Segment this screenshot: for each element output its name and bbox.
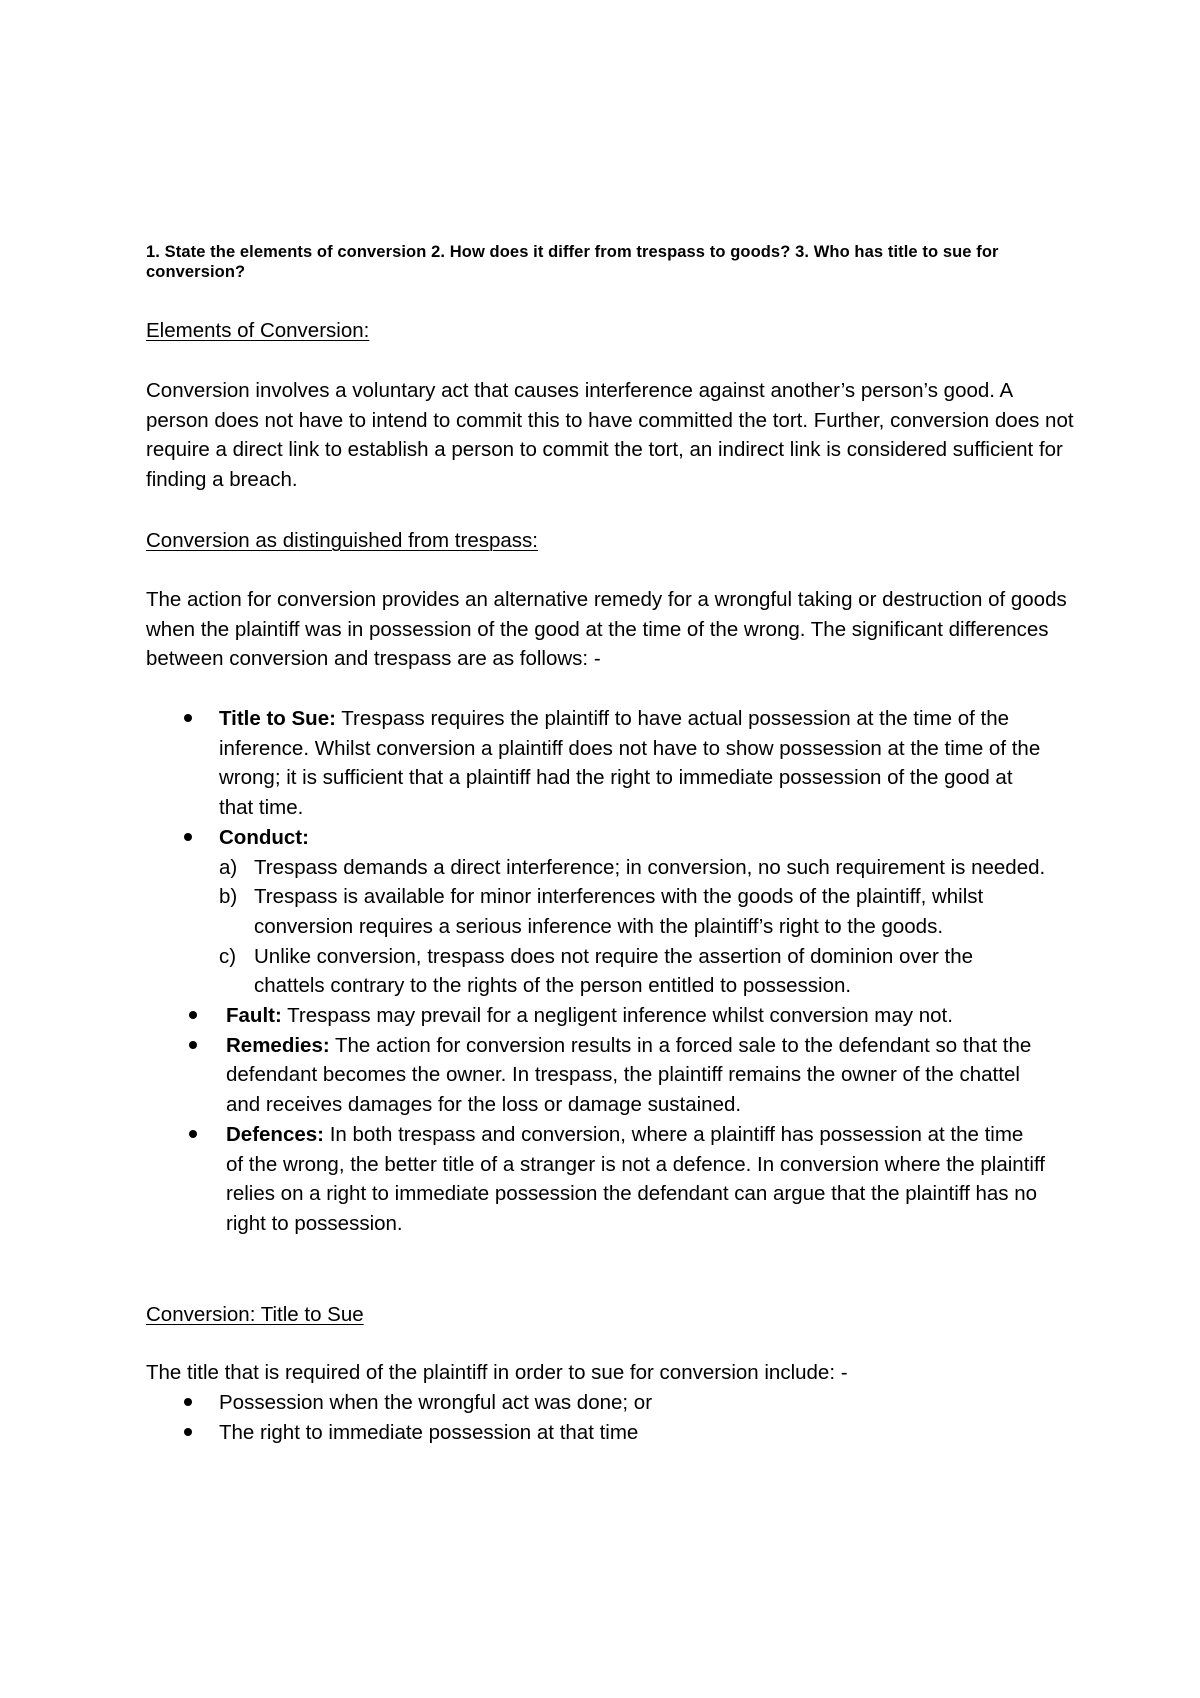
list-item: [146, 1031, 1046, 1120]
bullet-icon: [189, 1041, 197, 1049]
bullet-icon: [184, 1398, 192, 1406]
bullet-icon: [189, 1130, 197, 1138]
list-item: [146, 704, 1046, 823]
bullet-label: Defences:: [226, 1122, 324, 1146]
bullet-icon: [184, 1428, 192, 1436]
conduct-sublist: [219, 853, 1046, 1002]
sub-marker: c): [219, 944, 237, 968]
section-heading-title-to-sue: Conversion: Title to Sue: [146, 1303, 364, 1326]
distinguished-paragraph: The action for conversion provides an alternative remedy for a wrongful taking or destruction of goods when the plaintiff was in possession of the good at the time of the wrong. The significant differences between conversion and trespass are as follows: -: [146, 588, 1067, 671]
bullet-text: Trespass may prevail for a negligent inference whilst conversion may not.: [281, 1004, 953, 1028]
bullet-icon: [184, 833, 192, 841]
bullet-text: The action for conversion results in a forced sale to the defendant so that the defendant becomes the owner. In trespass, the plaintiff remains the owner of the chattel and receives damages for the loss or damage sustained.: [226, 1033, 1032, 1117]
sub-marker: b): [219, 885, 238, 909]
sub-list-item: [219, 942, 1046, 1001]
sub-text: Trespass demands a direct interference; in conversion, no such requirement is needed.: [254, 855, 1046, 879]
bullet-icon: [189, 1011, 197, 1019]
bullet-label: Remedies:: [226, 1033, 330, 1057]
sub-text: Trespass is available for minor interferences with the goods of the plaintiff, whilst conversion requires a serious inference with the plaintiff’s right to the goods.: [254, 885, 984, 938]
sub-text: Unlike conversion, trespass does not require the assertion of dominion over the chattels contrary to the rights of the person entitled to possession.: [254, 944, 974, 998]
list-item: [146, 823, 1046, 1001]
bullet-text: In both trespass and conversion, where a plaintiff has possession at the time of the wrong, the better title of a stranger is not a defence. In conversion where the plaintiff relies on a right to immediate possession the defendant can argue that the plaintiff has no right to possession.: [226, 1122, 1045, 1235]
list-item: [146, 1388, 1076, 1418]
bullet-icon: [184, 714, 192, 722]
sub-list-item: [219, 853, 1046, 883]
bullet-text: Trespass requires the plaintiff to have actual possession at the time of the inference. Whilst conversion a plaintiff does not have to show possession at the time of the wrong; it is sufficient that a plaintiff had the right to immediate possession of the good at that time.: [219, 707, 1041, 820]
list-item: [146, 1120, 1046, 1239]
list-item: [146, 1001, 1046, 1031]
bullet-text: Possession when the wrongful act was done; or: [219, 1391, 653, 1414]
elements-paragraph: Conversion involves a voluntary act that causes interference against another’s person’s good. A person does not have to intend to commit this to have committed the tort. Further, conversion does not require a direct link to establish a person to commit the tort, an indirect link is considered sufficient for finding a breach.: [146, 379, 1074, 492]
question-text: 1. State the elements of conversion 2. How does it differ from trespass to goods? 3. Who has title to sue for conversion?: [146, 243, 999, 281]
section-heading-distinguished: Conversion as distinguished from trespass:: [146, 529, 538, 552]
sub-marker: a): [219, 855, 238, 879]
section-heading-elements: Elements of Conversion:: [146, 319, 370, 342]
bullet-label: Conduct:: [219, 825, 309, 849]
bullet-text: The right to immediate possession at that time: [219, 1420, 639, 1444]
bullet-label: Fault:: [226, 1004, 282, 1028]
list-item: [146, 1418, 1076, 1448]
title-to-sue-paragraph: The title that is required of the plaintiff in order to sue for conversion include: -: [146, 1361, 848, 1384]
bullet-label: Title to Sue:: [219, 707, 336, 730]
differences-list: [146, 704, 1046, 1239]
sub-list-item: [219, 882, 1046, 941]
title-to-sue-list: [146, 1388, 1076, 1447]
